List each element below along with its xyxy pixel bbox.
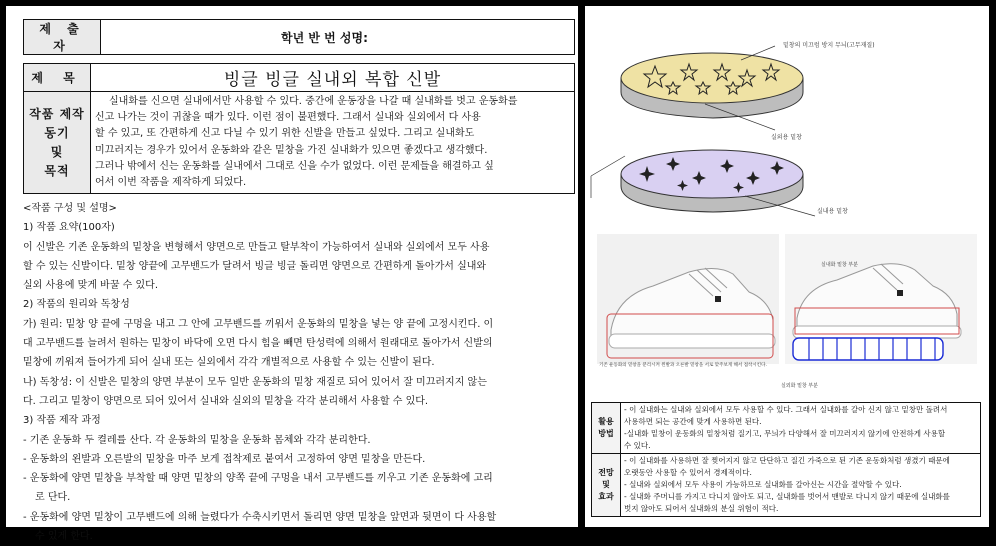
callout-indoor-sole: 실내용 밑창: [817, 208, 848, 215]
submitter-row: [23, 19, 575, 55]
callout-outdoor-sole: 실외용 밑창: [771, 134, 802, 141]
description-line: <작품 구성 및 설명>: [23, 203, 117, 214]
effect-label-line: 효과: [598, 492, 614, 501]
effect-line: 벗지 않아도 되어서 실내화의 분실 위험이 적다.: [624, 504, 779, 513]
motive-line: 신고 나가는 것이 귀찮을 때가 있다. 이런 점이 불편했다. 그래서 실내와 실외에서 다 사용: [95, 112, 481, 124]
motive-line: 그러나 밖에서 신는 운동화를 실내에서 그대로 신을 수가 없었다. 이런 문제들을 해결하고 싶: [95, 160, 494, 172]
motive-label-line: 작품 제작: [29, 106, 85, 121]
motive-label-line: 동기: [44, 125, 70, 140]
description-line: 1) 작품 요약(100자): [23, 222, 115, 234]
motive-line: 어서 이번 작품을 제작하게 되었다.: [95, 177, 247, 189]
photo-caption-indoor: 실내화 밑창 부분: [821, 262, 858, 268]
description-line: 나) 독창성: 이 신발은 밑창의 양면 부분이 모두 일반 운동화의 밑창 재질로 되어 있어서 잘 미끄러지지 않는: [23, 376, 487, 388]
description-line: 3) 작품 제작 과정: [23, 415, 101, 427]
shoe-photo-right: [785, 234, 977, 364]
right-document-page: [585, 6, 989, 527]
effect-label-line: 및: [602, 480, 610, 489]
description-line: - 기존 운동화 두 켤레를 산다. 각 운동화의 밑창을 운동화 몸체와 각각 분리한다.: [23, 434, 371, 446]
method-label-line: 활용: [598, 417, 614, 426]
shoe-photo-left: [597, 234, 779, 364]
effect-label: [592, 454, 621, 517]
indoor-sole-illustration: [591, 150, 815, 216]
motive-label-line: 목적: [44, 163, 70, 178]
description-line: 실외 사용에 맞게 바꿀 수 있다.: [23, 280, 158, 292]
description-line: 가) 원리: 밑창 양 끝에 구멍을 내고 그 안에 고무밴드를 끼워서 운동화의 밑창을 넣는 양 끝에 고정시킨다. 이: [23, 318, 494, 330]
sole-diagram: [585, 26, 989, 226]
motive-line: 할 수 있고, 또 간편하게 신고 다닐 수 있기 위한 신발을 만들고 싶었다. 그리고 실내화도: [95, 128, 475, 140]
description-line: 다. 그리고 밑창이 양면으로 되어 있어서 실내와 실외의 밑창을 각각 분리해서 사용할 수 있다.: [23, 395, 429, 407]
effect-line: - 이 실내화를 사용하면 잘 찢어지지 않고 단단하고 질긴 가죽으로 된 기존 운동화처럼 생겼기 때문에: [624, 456, 950, 465]
method-text: [621, 403, 981, 454]
submitter-label: 제 출 자: [24, 20, 101, 55]
description-line: 이 신발은 기존 운동화의 밑창을 변형해서 양면으로 만들고 탈부착이 가능하여서 실내와 실외에서 모두 사용: [23, 241, 490, 253]
project-table: [23, 63, 575, 194]
effect-label-line: 전망: [598, 468, 614, 477]
method-label: [592, 403, 621, 454]
callout-tread: 밑창의 미끄럼 방지 무늬(고무재질): [783, 42, 875, 49]
description-line: 2) 작품의 원리와 독창성: [23, 299, 130, 311]
description-line: - 운동화에 양면 밑창을 부착할 때 양면 밑창의 양쪽 끝에 구멍을 내서 고무밴드를 끼우고 기존 운동화에 고리: [23, 473, 493, 485]
description-line: 밑창에 끼워져 들어가게 되어 실내 또는 실외에서 각각 개별적으로 사용할 수 있는 신발이 된다.: [23, 357, 435, 369]
method-line: - 이 실내화는 실내와 실외에서 모두 사용할 수 있다. 그래서 실내화를 갈아 신지 않고 밑창만 돌려서: [624, 405, 948, 414]
motive-line: 미끄러지는 경우가 있어서 운동화와 같은 밑창을 가진 실내화가 있으면 좋겠다고 생각했다.: [95, 144, 488, 156]
description-line: 로 단다.: [35, 492, 71, 504]
method-line: 사용하면 되는 공간에 맞게 사용하면 된다.: [624, 417, 762, 426]
effect-text: [621, 454, 981, 517]
description-body: [23, 199, 575, 546]
description-line: 수 있게 한다.: [35, 531, 93, 543]
method-line: -실내화 밑창이 운동화의 밑창처럼 질기고, 무늬가 다양해서 잘 미끄러지지 않기에 안전하게 사용할: [624, 429, 946, 438]
photo-caption-left: 기존 운동화의 밑창을 분리시켜 왼발과 오른발 밑창을 서로 맞주보게 해서 접착시킨다.: [599, 363, 767, 368]
usage-table: [591, 402, 981, 517]
student-info: 학년 반 번 성명:: [101, 20, 575, 55]
effect-line: 오랫동안 사용할 수 있어서 경제적이다.: [624, 468, 752, 477]
photo-caption-outdoor: 실외화 밑창 부분: [781, 383, 818, 389]
motive-label: [24, 92, 91, 194]
title-label: 제 목: [24, 64, 91, 92]
project-title: 빙글 빙글 실내외 복합 신발: [91, 64, 575, 92]
description-line: - 운동화의 왼발과 오른발의 밑창을 마주 보게 접착제로 붙여서 고정하여 양면 밑창을 만든다.: [23, 453, 426, 465]
description-line: 대 고무밴드를 늘려서 원하는 밑창이 바닥에 오면 다시 힘을 빼면 탄성력에 의해서 원래대로 돌아가서 신발의: [23, 338, 493, 350]
motive-line: 실내화를 신으면 실내에서만 사용할 수 있다. 중간에 운동장을 나갈 때 실내화를 벗고 운동화를: [109, 96, 518, 107]
method-line: 수 있다.: [624, 441, 651, 450]
effect-line: - 실내화 주머니를 가지고 다니지 않아도 되고, 실내화를 벗어서 맨발로 다니지 않기 때문에 실내화를: [624, 492, 950, 501]
motive-text: [91, 92, 575, 194]
motive-label-line: 및: [50, 144, 64, 159]
outdoor-sole-illustration: [621, 46, 803, 130]
method-label-line: 방법: [598, 429, 614, 438]
effect-line: - 실내와 실외에서 모두 사용이 가능하므로 실내화를 갈아신는 시간을 절약할 수 있다.: [624, 480, 902, 489]
left-document-page: [6, 6, 578, 543]
description-line: - 운동화에 양면 밑창이 고무밴드에 의해 늘렸다가 수축시키면서 돌리면 양면 밑창을 앞면과 뒷면이 다 사용할: [23, 511, 497, 523]
shoe-photos: [597, 234, 979, 399]
description-line: 할 수 있는 신발이다. 밑창 양끝에 고무밴드가 달려서 빙글 빙글 돌리면 양면으로 간편하게 돌아가서 실내와: [23, 260, 487, 272]
